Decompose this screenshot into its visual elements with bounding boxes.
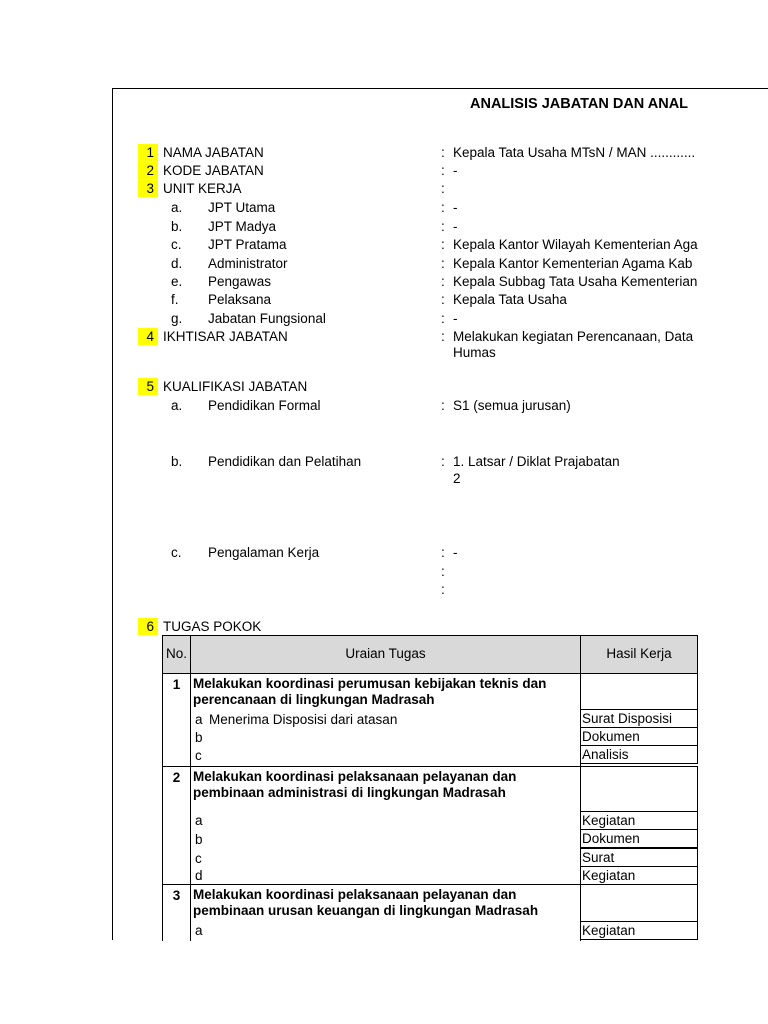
hasil-kerja-cell: Kegiatan <box>580 811 698 830</box>
colon: : <box>441 181 445 196</box>
field-value-ikhtisar-line2: Humas <box>453 345 496 360</box>
task-title-line2: pembinaan administrasi di lingkungan Madrasah <box>193 785 506 800</box>
subtask-letter: a <box>195 712 203 727</box>
field-label-unit-kerja: UNIT KERJA <box>163 181 242 196</box>
page-bottom-margin <box>0 941 768 1024</box>
task-number: 1 <box>162 673 191 767</box>
sub-label-pengawas: Pengawas <box>208 274 272 289</box>
sub-label-jpt-utama: JPT Utama <box>208 200 276 215</box>
field-value-kode-jabatan: - <box>453 163 458 178</box>
sub-label-jpt-pratama: JPT Pratama <box>208 237 287 252</box>
sub-value-pengawas: Kepala Subbag Tata Usaha Kementerian <box>453 274 698 289</box>
colon: : <box>441 545 445 560</box>
sub-label-jpt-madya: JPT Madya <box>208 219 277 234</box>
task-title-line1: Melakukan koordinasi perumusan kebijakan teknis dan <box>193 676 547 691</box>
subtask-letter: c <box>195 748 202 763</box>
field-number: 2 <box>138 162 158 179</box>
sub-letter: a. <box>171 398 183 413</box>
sub-letter: c. <box>171 237 182 252</box>
sub-value-jpt-pratama: Kepala Kantor Wilayah Kementerian Aga <box>453 237 698 252</box>
sub-value-pendidikan-formal: S1 (semua jurusan) <box>453 398 571 413</box>
sub-value-pelatihan-line2: 2 <box>453 471 461 486</box>
field-label-kualifikasi: KUALIFIKASI JABATAN <box>163 379 308 394</box>
hasil-cell-empty <box>580 673 698 710</box>
sub-label-pendidikan-formal: Pendidikan Formal <box>208 398 321 413</box>
field-number: 4 <box>138 328 158 345</box>
field-label-kode-jabatan: KODE JABATAN <box>163 163 264 178</box>
subtask-letter: c <box>195 851 202 866</box>
field-number: 6 <box>138 618 158 635</box>
hasil-kerja-cell: Dokumen <box>580 727 698 746</box>
sub-letter: d. <box>171 256 183 271</box>
colon: : <box>441 145 445 160</box>
field-value-ikhtisar-line1: Melakukan kegiatan Perencanaan, Data <box>453 329 694 344</box>
colon: : <box>441 311 445 326</box>
field-label-ikhtisar: IKHTISAR JABATAN <box>163 329 288 344</box>
sub-letter: f. <box>171 292 179 307</box>
colon: : <box>441 219 445 234</box>
hasil-kerja-cell: Surat <box>580 848 698 867</box>
field-number: 5 <box>138 378 158 395</box>
colon: : <box>441 292 445 307</box>
hasil-kerja-cell: Analisis <box>580 745 698 764</box>
sub-value-jabatan-fungsional: - <box>453 311 458 326</box>
document-title: ANALISIS JABATAN DAN ANAL <box>470 96 689 112</box>
task-title-line1: Melakukan koordinasi pelaksanaan pelayanan dan <box>193 769 517 784</box>
task-number: 3 <box>162 884 191 944</box>
sheet-border-left <box>112 88 113 940</box>
field-label-nama-jabatan: NAMA JABATAN <box>163 145 264 160</box>
colon: : <box>441 163 445 178</box>
task-row <box>190 766 581 885</box>
colon: : <box>441 237 445 252</box>
sub-label-pelaksana: Pelaksana <box>208 292 272 307</box>
table-header-uraian: Uraian Tugas <box>190 635 581 674</box>
sub-value-jpt-madya: - <box>453 219 458 234</box>
sub-value-pelatihan-line1: 1. Latsar / Diklat Prajabatan <box>453 454 620 469</box>
colon: : <box>441 329 445 344</box>
sub-letter: a. <box>171 200 183 215</box>
hasil-cell-empty <box>580 884 698 922</box>
task-title-line1: Melakukan koordinasi pelaksanaan pelayanan dan <box>193 887 517 902</box>
colon: : <box>441 256 445 271</box>
hasil-kerja-cell: Dokumen <box>580 829 698 848</box>
sub-letter: b. <box>171 219 183 234</box>
table-header-no: No. <box>162 635 191 674</box>
table-header-hasil: Hasil Kerja <box>580 635 698 674</box>
colon: : <box>441 564 445 579</box>
field-number: 3 <box>138 180 158 197</box>
subtask-text: Menerima Disposisi dari atasan <box>209 712 398 727</box>
task-title-line2: perencanaan di lingkungan Madrasah <box>193 692 435 707</box>
task-title-line2: pembinaan urusan keuangan di lingkungan Madrasah <box>193 903 539 918</box>
sub-letter: b. <box>171 454 183 469</box>
sub-label-pengalaman-kerja: Pengalaman Kerja <box>208 545 320 560</box>
sub-value-jpt-utama: - <box>453 200 458 215</box>
colon: : <box>441 398 445 413</box>
subtask-letter: d <box>195 868 203 883</box>
subtask-letter: b <box>195 832 203 847</box>
sub-label-administrator: Administrator <box>208 256 288 271</box>
hasil-cell-empty <box>580 766 698 812</box>
sub-letter: c. <box>171 545 182 560</box>
subtask-letter: a <box>195 923 203 938</box>
sub-value-pelaksana: Kepala Tata Usaha <box>453 292 567 307</box>
field-value-nama-jabatan: Kepala Tata Usaha MTsN / MAN ............ <box>453 145 696 160</box>
task-row <box>190 884 581 944</box>
subtask-letter: b <box>195 730 203 745</box>
hasil-kerja-cell: Surat Disposisi <box>580 709 698 728</box>
colon: : <box>441 274 445 289</box>
field-number: 1 <box>138 144 158 161</box>
subtask-letter: a <box>195 813 203 828</box>
sub-label-jabatan-fungsional: Jabatan Fungsional <box>208 311 326 326</box>
colon: : <box>441 200 445 215</box>
sub-label-pendidikan-pelatihan: Pendidikan dan Pelatihan <box>208 454 362 469</box>
hasil-kerja-cell: Kegiatan <box>580 866 698 885</box>
sub-letter: e. <box>171 274 183 289</box>
colon: : <box>441 582 445 597</box>
task-number: 2 <box>162 766 191 885</box>
colon: : <box>441 454 445 469</box>
sub-letter: g. <box>171 311 183 326</box>
hasil-kerja-cell: Kegiatan <box>580 921 698 940</box>
sub-value-pengalaman-kerja: - <box>453 545 458 560</box>
sub-value-administrator: Kepala Kantor Kementerian Agama Kab <box>453 256 693 271</box>
field-label-tugas-pokok: TUGAS POKOK <box>163 619 262 634</box>
sheet-border-top <box>112 88 768 89</box>
